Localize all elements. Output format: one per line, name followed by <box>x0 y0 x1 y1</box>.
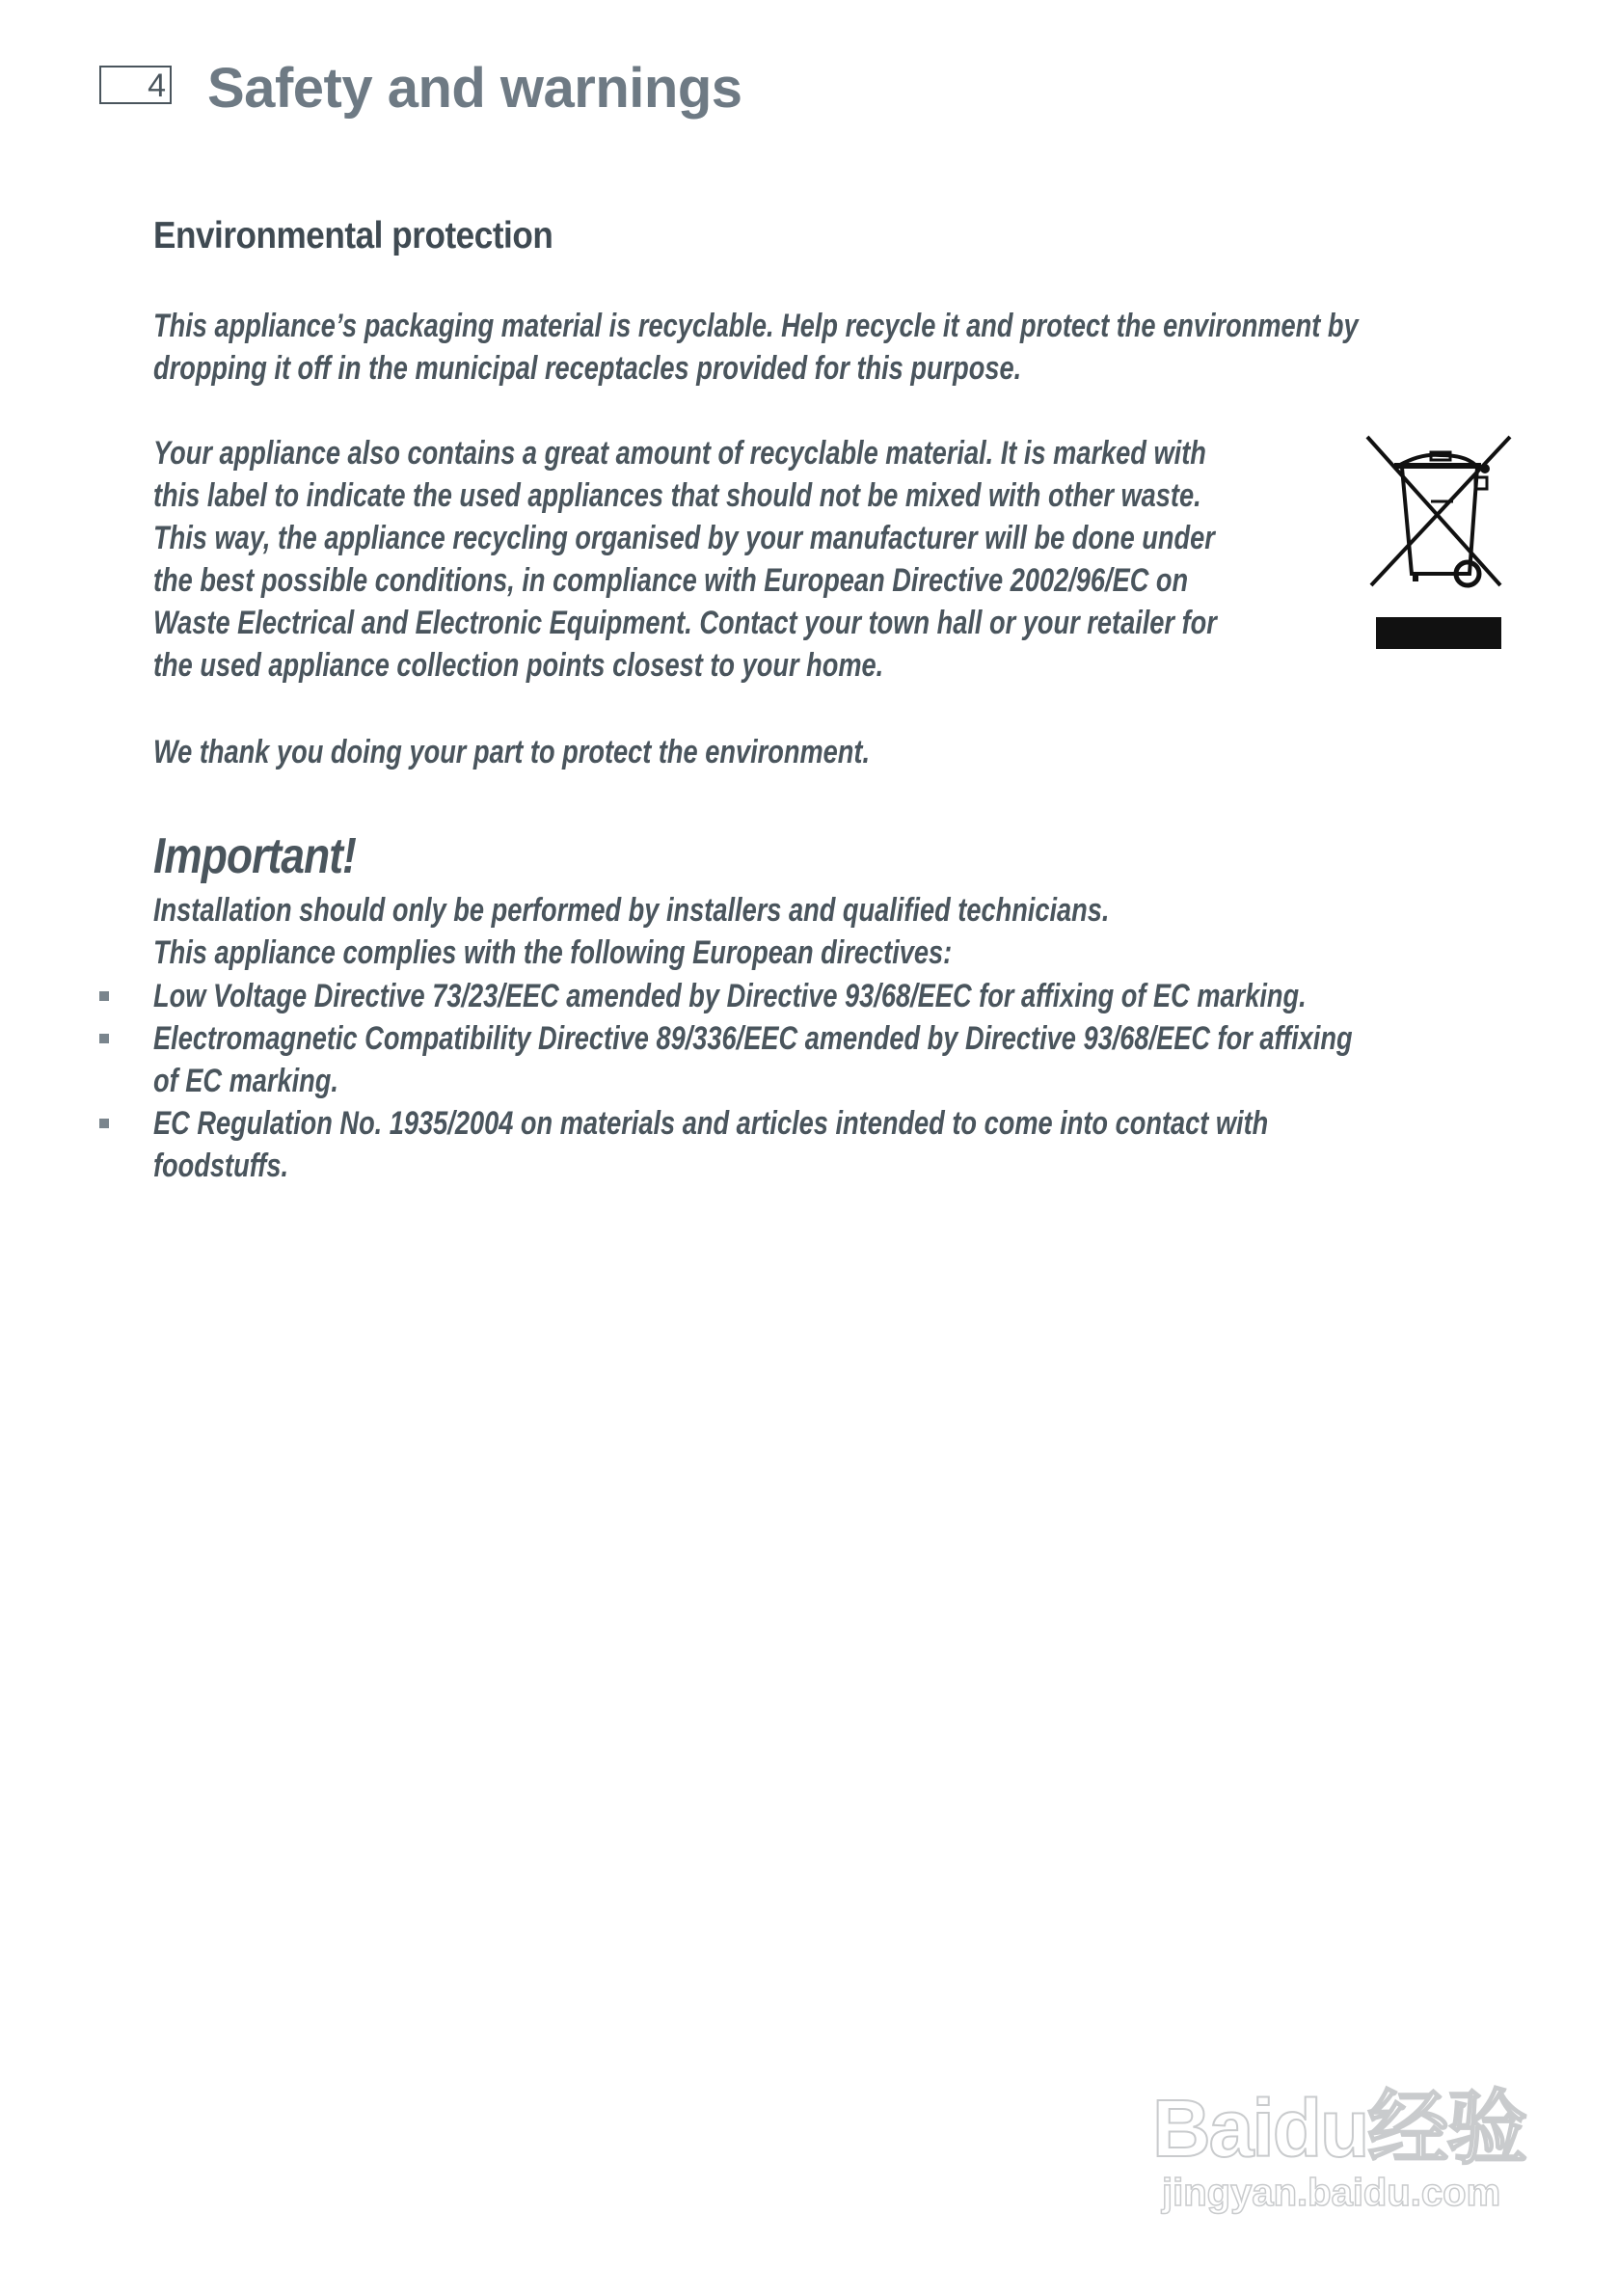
paragraph-line: This way, the appliance recycling organised by your manufacturer will be done under <box>153 520 1215 556</box>
crossed-out-wheelie-bin-icon <box>1363 434 1516 652</box>
paragraph-line: the best possible conditions, in compliance with European Directive 2002/96/EC on <box>153 562 1189 599</box>
page-number-box <box>99 66 172 104</box>
list-item: Electromagnetic Compatibility Directive 89/336/EEC amended by Directive 93/68/EEC for affixing <box>153 1020 1353 1057</box>
paragraph-line: We thank you doing your part to protect the environment. <box>153 734 871 770</box>
section-heading-environmental: Environmental protection <box>153 215 553 257</box>
paragraph-line: Installation should only be performed by installers and qualified technicians. <box>153 892 1110 929</box>
list-item-continuation: foodstuffs. <box>153 1148 289 1184</box>
paragraph-line: This appliance’s packaging material is recyclable. Help recycle it and protect the environment by <box>153 308 1359 344</box>
watermark-url: jingyan.baidu.com <box>1162 2172 1501 2214</box>
bullet-marker <box>99 991 109 1001</box>
section-heading-important: Important! <box>153 828 357 884</box>
page-title: Safety and warnings <box>207 57 742 120</box>
list-item: EC Regulation No. 1935/2004 on materials and articles intended to come into contact with <box>153 1105 1269 1142</box>
bullet-marker <box>99 1034 109 1043</box>
list-item: Low Voltage Directive 73/23/EEC amended by Directive 93/68/EEC for affixing of EC marking. <box>153 978 1307 1014</box>
paragraph-line: This appliance complies with the following European directives: <box>153 934 953 971</box>
baidu-watermark <box>1152 2064 1526 2214</box>
list-item-continuation: of EC marking. <box>153 1063 338 1099</box>
page-number: 4 <box>148 68 166 104</box>
bullet-marker <box>99 1119 109 1128</box>
paragraph-line: the used appliance collection points closest to your home. <box>153 647 884 684</box>
paragraph-line: Waste Electrical and Electronic Equipment. Contact your town hall or your retailer for <box>153 605 1217 641</box>
paragraph-line: Your appliance also contains a great amount of recyclable material. It is marked with <box>153 435 1206 472</box>
paragraph-line: dropping it off in the municipal receptacles provided for this purpose. <box>153 350 1022 387</box>
watermark-brand: Baidu经验 <box>1152 2083 1526 2174</box>
paragraph-line: this label to indicate the used appliances that should not be mixed with other waste. <box>153 477 1201 514</box>
